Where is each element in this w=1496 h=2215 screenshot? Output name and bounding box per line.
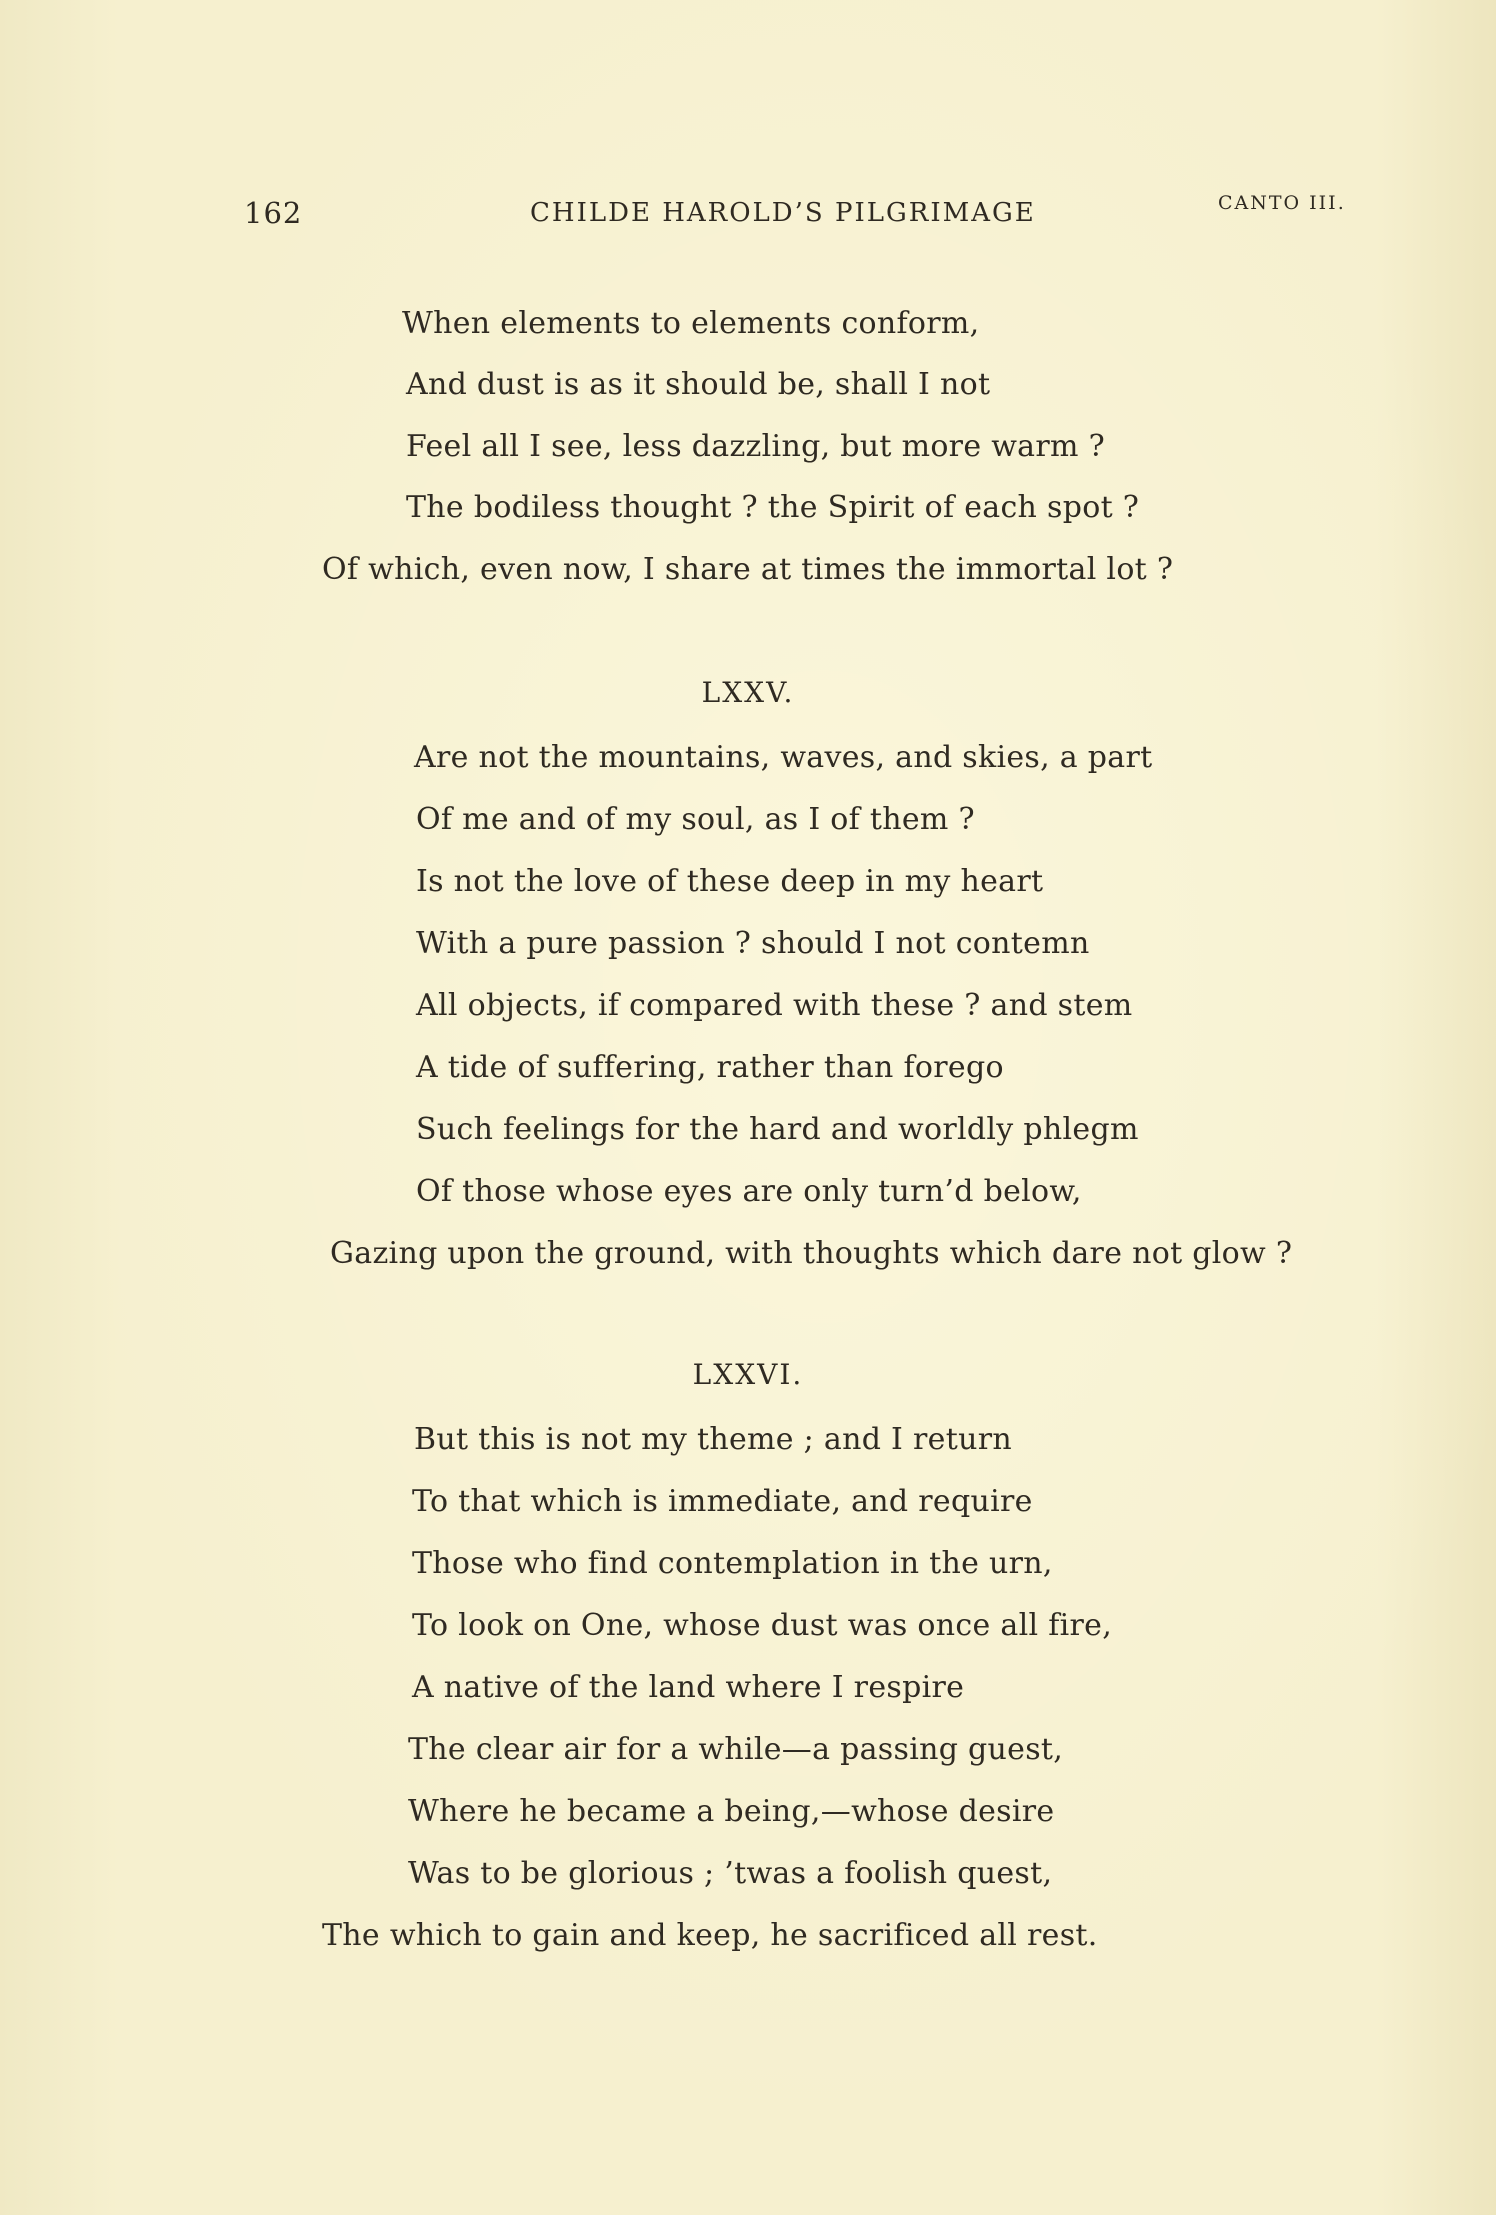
verse-line: When elements to elements conform,: [402, 306, 980, 341]
verse-line: All objects, if compared with these ? and stem: [416, 988, 1133, 1023]
verse-line: The clear air for a while—a passing guest,: [408, 1732, 1064, 1767]
verse-line: But this is not my theme ; and I return: [414, 1422, 1012, 1457]
verse-line: Feel all I see, less dazzling, but more warm ?: [406, 429, 1105, 464]
verse-line: Of which, even now, I share at times the immortal lot ?: [322, 552, 1174, 587]
verse-line: To look on One, whose dust was once all fire,: [412, 1608, 1113, 1643]
stanza-heading: LXXVI.: [692, 1358, 804, 1391]
verse-line: Those who find contemplation in the urn,: [412, 1546, 1053, 1581]
verse-line: Such feelings for the hard and worldly phlegm: [416, 1112, 1139, 1147]
verse-line: The bodiless thought ? the Spirit of each spot ?: [406, 490, 1140, 525]
verse-line: Is not the love of these deep in my heart: [416, 864, 1044, 899]
verse-line: A tide of suffering, rather than forego: [416, 1050, 1004, 1085]
page-number: 162: [244, 196, 303, 230]
verse-line: Are not the mountains, waves, and skies, a part: [414, 740, 1153, 775]
verse-line: A native of the land where I respire: [412, 1670, 965, 1705]
verse-line: And dust is as it should be, shall I not: [406, 367, 991, 402]
verse-line: Where he became a being,—whose desire: [408, 1794, 1055, 1829]
verse-line: To that which is immediate, and require: [412, 1484, 1033, 1519]
verse-line: With a pure passion ? should I not contemn: [416, 926, 1090, 961]
running-title: CHILDE HAROLD’S PILGRIMAGE: [530, 198, 1036, 228]
verse-line: Of those whose eyes are only turn’d below,: [416, 1174, 1082, 1209]
verse-line: The which to gain and keep, he sacrificed all rest.: [322, 1918, 1098, 1953]
verse-line: Gazing upon the ground, with thoughts which dare not glow ?: [330, 1236, 1293, 1271]
verse-line: Of me and of my soul, as I of them ?: [416, 802, 975, 837]
canto-label: CANTO III.: [1218, 192, 1346, 214]
page-header: [0, 192, 1496, 236]
stanza-heading: LXXV.: [701, 676, 795, 709]
verse-line: Was to be glorious ; ’twas a foolish quest,: [408, 1856, 1053, 1891]
